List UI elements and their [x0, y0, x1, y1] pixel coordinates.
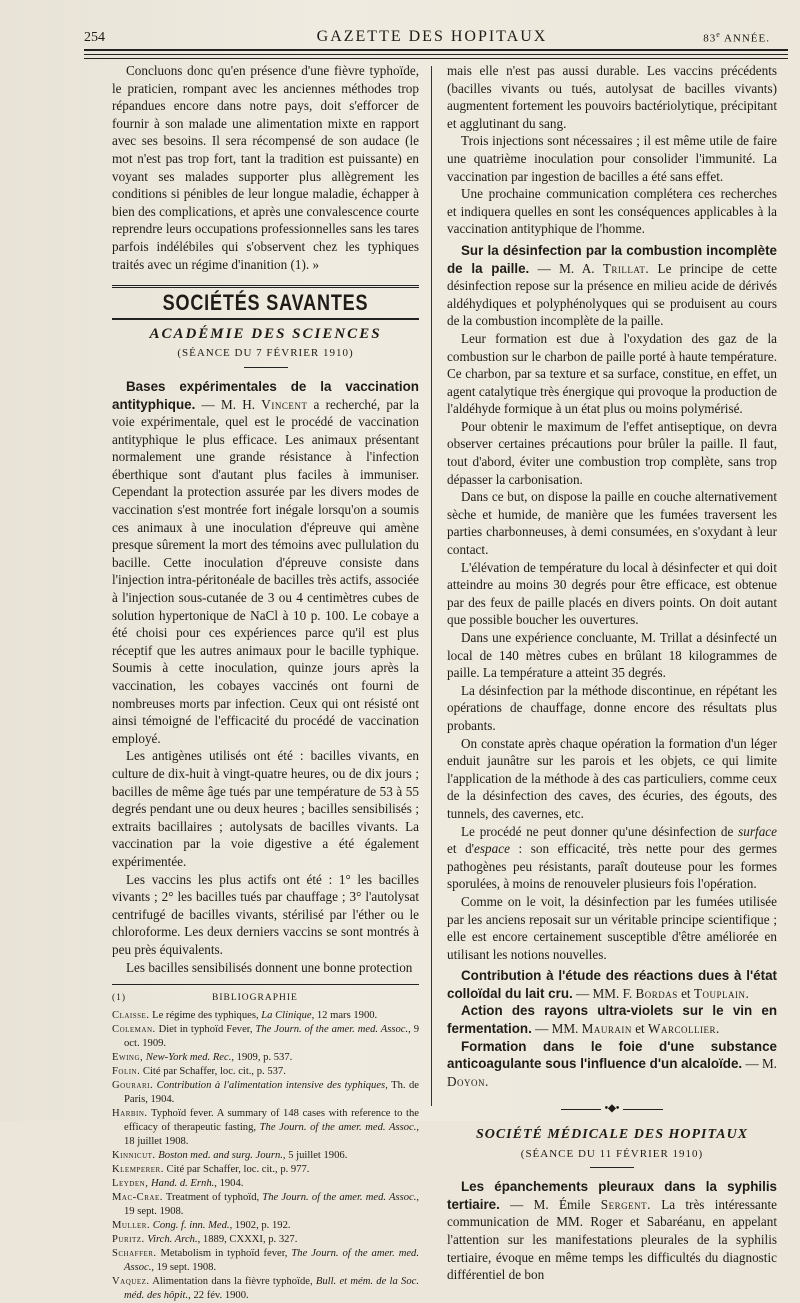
- paragraph-conclusion: Concluons donc qu'en présence d'une fièvre typhoïde, le praticien, rompant avec les anciennes méthodes trop répandues encore dans notre pays, doit s'efforcer de fournir à son malade une alimentation mixte en rapport avec ses besoins. Il sera récompensé de son audace (le mot n'est pas trop fort, tant la tradition est puissante) en voyant ses malades supporter plus allègrement les conditions si pénibles de leur longue maladie, échapper à bien des complications, et après une convalescence courte reprendre leurs occupations professionnelles sans les tares parfois indélébiles qui s'observent chez les typhiques traités avec un régime d'inanition (1). »: [112, 63, 419, 272]
- paragraph-comme: Comme on le voit, la désinfection par les fumées utilisée par les anciens reposait sur un véritable principe scientifique ; elle est encore certainement susceptible d'être améliorée en utilisant les notions nouvelles.: [447, 893, 777, 962]
- bibliography-entry: Folin. Cité par Schaffer, loc. cit., p. 537.: [112, 1066, 286, 1078]
- paragraph-experience: Dans une expérience concluante, M. Trillat a désinfecté un local de 140 mètres cubes en brûlant 18 kilogrammes de paille. La température a atteint 35 degrés.: [447, 630, 777, 681]
- bibliography-entry: Muller. Cong. f. inn. Med., 1902, p. 192.: [112, 1220, 291, 1232]
- bibliography-entry: Klemperer. Cité par Schaffer, loc. cit., p. 977.: [112, 1164, 310, 1176]
- paragraph-desinfection: Sur la désinfection par la combustion incomplète de la paille. — M. A. Trillat. Le principe de cette désinfection repose sur la présence en milieu acide de dérivés aldéhydiques et polyphénolyques qui se produisent au cours de la combustion incomplète de la paille.: [447, 242, 777, 329]
- paragraph-leur: Leur formation est due à l'oxydation des gaz de la combustion sur le charbon de paille porté à haute température. Ce charbon, par sa texture et sa surface, constitue, en effet, un agent catalytique très énergique qui provoque la production de l'aldéhyde formique à un état plus ou moins polymérisé.: [447, 330, 777, 417]
- socmed-seance: (SÉANCE DU 11 FÉVRIER 1910): [520, 1147, 704, 1160]
- paragraph-pour: Pour obtenir le maximum de l'effet antiseptique, on devra observer certaines précautions pour brûler la paille. Il faut, tout d'abord, éviter une combustion trop complète, sans trop dépasser la carbonisation.: [447, 418, 777, 487]
- left-column: [112, 62, 419, 1303]
- paragraph-dans: Dans ce but, on dispose la paille en couche alternativement sèche et humide, de manière que les fumées traversent les parties charbonneuses, à demi consumées, en s'oxydant à leur contact.: [447, 489, 777, 558]
- paragraph-continuation: mais elle n'est pas aussi durable. Les vaccins précédents (bacilles vivants ou tués, autolysat de bacilles vivants) augmentent fortement les pouvoirs bactériolytique, précipitant et agglutinant du sang.: [447, 63, 777, 131]
- short-rule: [590, 1167, 634, 1168]
- academie-title: ACADÉMIE DES SCIENCES: [149, 325, 382, 342]
- paragraph-contribution: Contribution à l'étude des réactions dues à l'état colloïdal du lait cru. — MM. F. Bordas et Touplain.: [447, 968, 777, 1001]
- header-rule: [84, 49, 788, 51]
- footnote-rule: [112, 984, 419, 985]
- paragraph-bases: Bases expérimentales de la vaccination antityphique. — M. H. Vincent a recherché, par la voie expérimentale, quel est le procédé de vaccination antityphique le plus efficace. Les animaux présentant normalement une grande résistance à l'infection éberthique sont d'autant plus faciles à immuniser. Cependant la protection assurée par les divers modes de vaccination s'est montrée fort inégale lorsqu'on a soumis ces animaux à une inoculation d'épreuve qui amène presque sûrement la mort des témoins avec pullulation du bacille. Cette inoculation d'épreuve consiste dans l'injection intra-péritonéale de bacilles très actifs, associée à l'injection sous-cutanée de 3 ou 4 centimètres cubes de solution hypertonique de NaCl à 10 p. 100. Le cobaye a été choisi pour ces expériences parce qu'il est plus réceptif que les autres animaux pour le bacille typhique. Soumis à cette inoculation, quinze jours après la vaccination, les cobayes vaccinés ont fourni de nombreuses morts par infection. Ceux qui ont résisté ont ainsi témoigné de l'efficacité du procédé de vaccination employé.: [112, 378, 420, 746]
- year-label: 83e ANNÉE.: [703, 30, 770, 45]
- column-separator: [431, 66, 432, 1106]
- right-column: [447, 62, 777, 1284]
- paragraph-elevation: L'élévation de température du local à désinfecter et qui doit atteindre au moins 30 degrés pour être efficace, est obtenue par des feux de paille placés en divers points. On doit autant que possible boucher les ouvertures.: [447, 559, 777, 628]
- academie-seance: (SÉANCE DU 7 FÉVRIER 1910): [177, 347, 354, 360]
- bibliography-heading: (1) BIBLIOGRAPHIE: [112, 993, 298, 1004]
- journal-title: GAZETTE DES HOPITAUX: [316, 28, 548, 45]
- paragraph-injections: Trois injections sont nécessaires ; il est même utile de faire une quatrième inoculation pour consolider l'immunité. La vaccination par ingestion de bacilles a été sans effet.: [447, 133, 777, 184]
- section-title-societes: SOCIÉTÉS SAVANTES: [162, 290, 369, 316]
- page-header: [84, 24, 780, 50]
- section-rule: [112, 318, 419, 320]
- bibliography-entry: Coleman. Diet in typhoïd Fever, The Journ. of the amer. med. Assoc., 9 oct. 1909.: [112, 1024, 420, 1050]
- paragraph-bacilles: Les bacilles sensibilisés donnent une bonne protection: [126, 959, 413, 975]
- paragraph-prochaine: Une prochaine communication complétera ces recherches et indiquera quelles en sont les conséquences applicables à la vaccination antityphique de l'homme.: [447, 186, 777, 237]
- bibliography-entry: Puritz. Virch. Arch., 1889, CXXXI, p. 327.: [112, 1234, 298, 1246]
- paragraph-procede: Le procédé ne peut donner qu'une désinfection de surface et d'espace : son efficacité, très nette pour des germes pathogènes peu résistants, paraît douteuse pour les formes sporulées, à moins de renouveler plusieurs fois l'opération.: [447, 823, 777, 892]
- bibliography-entry: Claisse. Le régime des typhiques, La Clinique, 12 mars 1900.: [112, 1010, 378, 1022]
- paragraph-constate: On constate après chaque opération la formation d'un léger enduit jaunâtre sur les parois et les objets, ce qui limite l'application de la méthode à des cas particuliers, comme ceux de la désinfection des caves, des écuries, des égouts, des tunnels, des cavernes, etc.: [447, 735, 777, 821]
- bibliography-entry: Schaffer. Metabolism in typhoïd fever, The Journ. of the amer. med. Assoc., 19 sept. 1908.: [112, 1248, 419, 1274]
- paragraph-action: Action des rayons ultra-violets sur le vin en fermentation. — MM. Maurain et Warcollier.: [447, 1003, 777, 1037]
- bibliography-entry: Harbin. Typhoïd fever. A summary of 148 cases with reference to the efficacy of therapeutic fasting, The Journ. of the amer. med. Assoc., 18 juillet 1908.: [112, 1108, 419, 1148]
- section-rule: [112, 285, 419, 288]
- paragraph-epanchements: Les épanchements pleuraux dans la syphilis tertiaire. — M. Émile Sergent. La très intéressante communication de MM. Roger et Sabaréanu, en appelant l'attention sur les manifestations pleurales de la syphilis tertiaire, évoque en même temps les difficultés du diagnostic différentiel de bon: [447, 1179, 777, 1283]
- bibliography: [112, 991, 419, 1303]
- bibliography-entry: Gourari. Contribution à l'alimentation intensive des typhiques, Th. de Paris, 1904.: [112, 1080, 420, 1106]
- paragraph-antigenes: Les antigènes utilisés ont été : bacilles vivants, en culture de dix-huit à vingt-quatre heures, ou de dix jours ; bacilles de même âge tués par une température de 53 à 55 degrés pendant une ou deux heures ; bacilles sensibilisés ; extraits bacillaires ; autolysats de bacilles vivants. La vaccination par la voie digestive a été également expérimentée.: [112, 748, 419, 869]
- ornament-divider: •◆•: [447, 1100, 777, 1118]
- page-number: 254: [84, 30, 105, 45]
- header-rule: [84, 54, 788, 55]
- paragraph-formation: Formation dans le foie d'une substance anticoagulante sous l'influence d'un alcaloïde. — M. Doyon.: [447, 1038, 777, 1089]
- paragraph-vaccins: Les vaccins les plus actifs ont été : 1° les bacilles vivants ; 2° les bacilles tués par chauffage ; 3° l'autolysat centrifugé de bacilles vivants, stérilisé par l'éther ou le chloroforme. Les deux derniers vaccins se sont montrés à peu près équivalents.: [112, 871, 419, 957]
- short-rule: [244, 367, 288, 368]
- paragraph-discontinue: La désinfection par la méthode discontinue, en répétant les opérations de chauffage, donne encore des résultats plus probants.: [447, 682, 777, 733]
- header-rule: [84, 58, 788, 59]
- bibliography-entry: Kinnicut. Boston med. and surg. Journ., 5 juillet 1906.: [112, 1150, 348, 1162]
- bibliography-entry: Leyden, Hand. d. Ernh., 1904.: [112, 1178, 244, 1190]
- socmed-title: SOCIÉTÉ MÉDICALE DES HOPITAUX: [475, 1127, 749, 1143]
- bibliography-entry: Mac-Crae. Treatment of typhoïd, The Journ. of the amer. med. Assoc., 19 sept. 1908.: [112, 1192, 419, 1218]
- bibliography-entry: Vaquez. Alimentation dans la fièvre typhoïde, Bull. et mém. de la Soc. méd. des hôpit., 22 fév. 1900.: [112, 1276, 419, 1302]
- bibliography-list: [112, 1009, 419, 1303]
- bibliography-entry: Ewing, New-York med. Rec., 1909, p. 537.: [112, 1052, 293, 1064]
